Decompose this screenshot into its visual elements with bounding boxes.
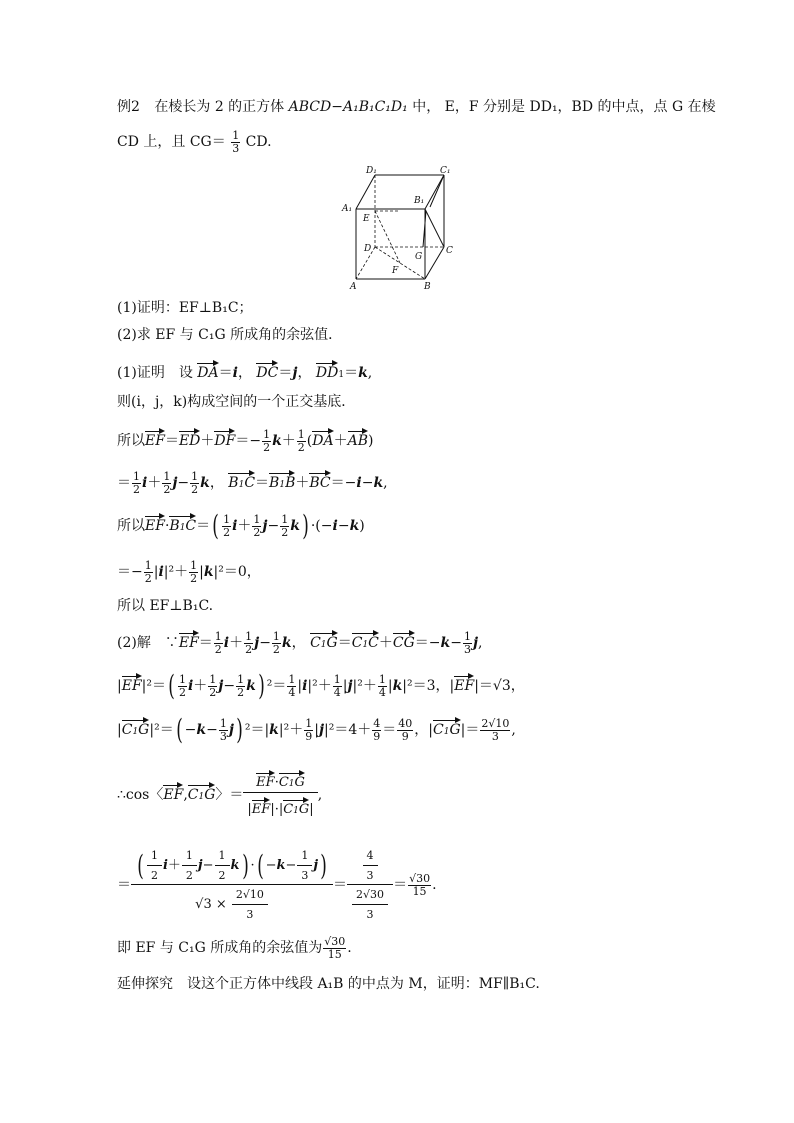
edge-bc bbox=[425, 247, 444, 279]
label-b1: B₁ bbox=[414, 196, 425, 206]
label-c1: C₁ bbox=[440, 166, 451, 176]
question-2: (2)求 EF 与 C₁G 所成角的余弦值． bbox=[117, 327, 343, 343]
edge-b1c1 bbox=[425, 175, 444, 209]
conclusion-1: 所以 EF⊥B₁C. bbox=[117, 598, 214, 614]
example-text-a: 在棱长为 2 的正方体 bbox=[154, 99, 285, 115]
eq-ef: 所以EF＝ED＋DF＝− $\frac{1}{2}$ k＋ $\frac{1}{2}$ (DA＋AB) bbox=[117, 427, 374, 454]
final-answer: 即 EF 与 C₁G 所成角的余弦值为 $\frac{√30}{15}$ . bbox=[117, 935, 352, 961]
basis-statement: 则(i，j，k)构成空间的一个正交基底． bbox=[117, 394, 356, 410]
edge-a1d1 bbox=[356, 175, 375, 209]
label-a1: A₁ bbox=[342, 204, 353, 214]
eq-c1g-norm: |C1G|²＝( −k− $\frac{1}{3}$ j) ²＝|k|²＋ $\frac{1}{9}$ |j|²＝4＋ $\frac{4}{9}$ ＝ $\frac{40}{9}$ ，|C1G|＝ $\frac{2√10}{3}$ , bbox=[117, 713, 516, 746]
label-d: D bbox=[364, 244, 372, 254]
example-line-2 bbox=[117, 130, 272, 154]
eq-dot-product: 所以EF·B1C＝( $\frac{1}{2}$ i＋ $\frac{1}{2}$ j− $\frac{1}{2}$ k) ·(−i−k) bbox=[117, 509, 365, 542]
eq-ef-expanded: ＝ $\frac{1}{2}$ i＋ $\frac{1}{2}$ j− $\frac{1}{2}$ k， B1C＝B1B＋BC＝−i−k, bbox=[117, 469, 388, 496]
eq-ef-norm: |EF|²＝( $\frac{1}{2}$ i＋ $\frac{1}{2}$ j− $\frac{1}{2}$ k) ²＝ $\frac{1}{4}$ |i|²＋ $\frac{1}{4}$ |j|²＋ $\frac{1}{4}$ |k|²＝3，|EF|＝√3， bbox=[117, 669, 525, 702]
solution-1-head: (1)证明 设 bbox=[117, 365, 193, 381]
eq-dot-result: ＝− $\frac{1}{2}$ |i|²＋ $\frac{1}{2}$ |k|²＝0， bbox=[117, 559, 261, 585]
example-text-e: CD. bbox=[245, 134, 272, 151]
label-a: A bbox=[350, 282, 357, 291]
example-text-b: 中， bbox=[412, 99, 441, 115]
example-line-1 bbox=[117, 100, 716, 114]
label-c: C bbox=[446, 246, 453, 256]
segment-ef-hidden bbox=[375, 211, 400, 263]
label-e: E bbox=[363, 214, 370, 224]
example-label: 例2 bbox=[117, 99, 140, 115]
cube-figure bbox=[340, 163, 460, 291]
label-f: F bbox=[392, 266, 399, 276]
question-1: (1)证明：EF⊥B₁C； bbox=[117, 300, 253, 316]
label-d1: D₁ bbox=[366, 166, 377, 176]
example-text-c: E，F 分别是 DD₁，BD 的中点，点 G 在棱 bbox=[444, 99, 716, 115]
eq-vectors-2: (2)解 ∵EF＝ $\frac{1}{2}$ i＋ $\frac{1}{2}$ j− $\frac{1}{2}$ k， C1G＝C1C＋CG＝−k− $\frac{1}{3}$ j, bbox=[117, 629, 483, 656]
example-text-d: CD 上，且 CG＝ bbox=[117, 134, 226, 151]
cube-name: ABCD−A₁B₁C₁D₁ bbox=[288, 99, 408, 115]
extension-question: 延伸探究 设这个正方体中线段 A₁B 的中点为 M，证明：MF∥B₁C. bbox=[117, 976, 540, 992]
solution-1-basis: (1)证明 设 DA＝i， DC＝j， DD1＝k, bbox=[117, 360, 372, 380]
segment-b1c bbox=[425, 209, 444, 247]
segment-c1g-top bbox=[430, 175, 444, 207]
eq-cos-def: ∴cos〈EF,C1G〉＝ $\frac{EF\cdot C1G}{|EF|\cdot|C1G|}$ , bbox=[117, 770, 322, 816]
fraction-one-third: $\frac{1}{3}$ bbox=[232, 129, 240, 155]
label-g: G bbox=[415, 252, 423, 262]
eq-cos-value: ＝ ( $\frac{1}{2}$ i＋ $\frac{1}{2}$ j− $\frac{1}{2}$ k) ·( −k− $\frac{1}{3}$ j) √3 × $\frac{2√10}{3}$ ＝ $\frac{\frac{4}{3}}{\frac{2√30}{3}}$ ＝ $\frac{√30}{15}$ . bbox=[117, 848, 437, 921]
label-b: B bbox=[424, 282, 431, 291]
